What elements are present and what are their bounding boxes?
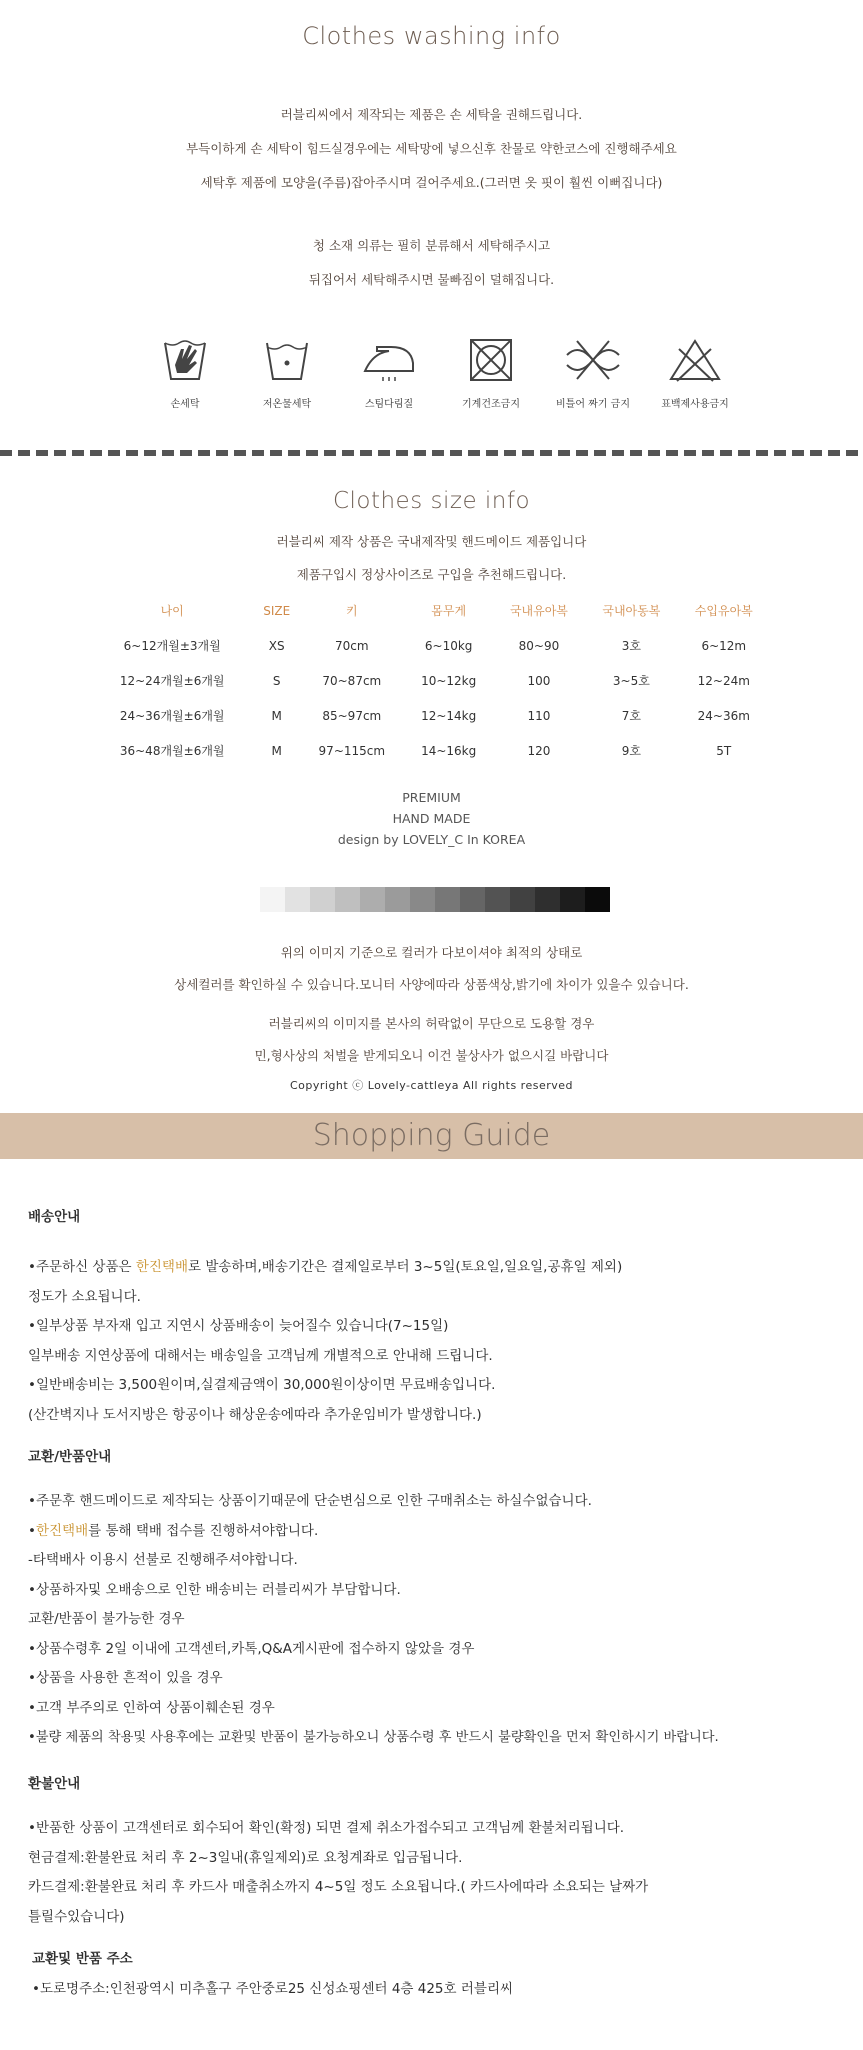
section-heading: 교환/반품안내	[28, 1449, 112, 1465]
care-item-steam-iron	[344, 335, 434, 410]
delivery-line: •일부상품 부자재 입고 지연시 상품배송이 늦어질수 있습니다(7~15일)	[28, 1318, 449, 1334]
header-cell: 국내유아복	[509, 604, 568, 618]
note-line: 러블리씨의 이미지를 본사의 허락없이 무단으로 도용할 경우	[268, 1016, 595, 1031]
washing-line: 부득이하게 손 세탁이 힘드실경우에는 세탁망에 넣으신후 찬물로 약한코스에 진행해주세요	[186, 141, 677, 156]
table-cell: 36~48개월±6개월	[119, 744, 225, 758]
note-line: 상세컬러를 확인하실 수 있습니다.모니터 사양에따라 상품색상,밝기에 차이가 있을수 있습니다.	[174, 977, 689, 992]
size-intro	[0, 525, 863, 591]
table-cell: 70~87cm	[322, 673, 382, 688]
washing-lines-1	[0, 98, 863, 200]
table-cell: 14~16kg	[421, 743, 477, 758]
table-row	[90, 698, 770, 733]
header-cell: SIZE	[263, 603, 291, 618]
exchange-line: •불량 제품의 착용및 사용후에는 교환및 반품이 불가능하오니 상품수령 후 반드시 불량확인을 먼저 확인하시기 바랍니다.	[28, 1730, 719, 1745]
size-title: Clothes size info	[332, 488, 531, 514]
gray-swatch	[310, 887, 335, 912]
exchange-line: •고객 부주의로 인하여 상품이훼손된 경우	[28, 1699, 275, 1716]
table-cell: 24~36m	[697, 708, 750, 723]
care-item-no-wring	[548, 335, 638, 410]
exchange-line: -타택배사 이용시 선불로 진행해주셔야합니다.	[28, 1552, 298, 1568]
shopping-guide-banner	[0, 1113, 863, 1159]
address-line: •도로명주소:인천광역시 미추홀구 주안중로25 신성쇼핑센터 4층 425호 러블리씨	[32, 1980, 514, 1997]
table-cell: 7호	[621, 709, 641, 723]
refund-line: 카드결제:환불완료 처리 후 카드사 매출취소까지 4~5일 정도 소요됩니다.( 카드사에따라 소요되는 날짜가	[28, 1879, 649, 1895]
care-item-hand-wash	[140, 335, 230, 410]
no-wring-icon	[563, 335, 623, 385]
gray-swatch	[485, 887, 510, 912]
size-table-header	[90, 593, 770, 628]
table-cell: 6~12개월±3개월	[123, 639, 221, 653]
gray-swatch	[535, 887, 560, 912]
refund-line: •반품한 상품이 고객센터로 회수되어 확인(확정) 되면 결제 취소가접수되고 고객님께 환불처리됩니다.	[28, 1820, 625, 1836]
delivery-line	[28, 1253, 848, 1283]
delivery-line: 정도가 소요됩니다.	[28, 1288, 141, 1305]
premium-line: HAND MADE	[392, 811, 471, 826]
table-cell: S	[272, 673, 281, 688]
premium-line: PREMIUM	[402, 790, 461, 805]
gray-swatch	[335, 887, 360, 912]
section-heading: 교환및 반품 주소	[32, 1951, 133, 1967]
hand-wash-icon	[159, 335, 211, 385]
note-line: 위의 이미지 기준으로 컬러가 다보이셔야 최적의 상태로	[280, 945, 583, 960]
delivery-section	[28, 1205, 848, 1430]
gray-swatch	[460, 887, 485, 912]
gray-swatch	[410, 887, 435, 912]
washing-lines-2	[0, 229, 863, 297]
care-item-no-tumble-dry	[446, 335, 536, 410]
washing-line: 청 소재 의류는 필히 분류해서 세탁해주시고	[312, 238, 551, 253]
table-cell: 80~90	[518, 638, 560, 653]
washing-title: Clothes washing info	[302, 22, 561, 50]
table-cell: 110	[527, 708, 551, 723]
table-cell: 12~24개월±6개월	[119, 674, 225, 688]
header-cell: 키	[346, 604, 358, 618]
courier-name: 한진택배	[35, 1522, 89, 1539]
refund-line: 현금결제:환불완료 처리 후 2~3일내(휴일제외)로 요청계좌로 입금됩니다.	[28, 1849, 463, 1866]
table-cell: M	[271, 708, 282, 723]
refund-line: 틀릴수있습니다)	[28, 1908, 125, 1925]
premium-line: design by LOVELY_C In KOREA	[337, 832, 526, 847]
washing-line: 세탁후 제품에 모양을(주름)잡아주시며 걸어주세요.(그러면 옷 핏이 훨씬 이뻐집니다)	[200, 175, 663, 190]
care-label: 손세탁	[170, 399, 200, 410]
table-cell: 100	[527, 673, 551, 688]
table-cell: 9호	[621, 744, 641, 758]
courier-name: 한진택배	[135, 1259, 189, 1275]
copyright: Copyright ⓒ Lovely-cattleya All rights reserved	[289, 1079, 574, 1092]
delivery-line: 일부배송 지연상품에 대해서는 배송일을 고객님께 개별적으로 안내해 드립니다.	[28, 1347, 493, 1364]
care-label: 표백제사용금지	[661, 399, 729, 410]
washing-line: 러블리씨에서 제작되는 제품은 손 세탁을 권해드립니다.	[280, 107, 583, 122]
grayscale-swatches	[260, 887, 610, 912]
gray-swatch	[435, 887, 460, 912]
table-cell: 85~97cm	[322, 708, 382, 723]
gray-swatch	[260, 887, 285, 912]
table-cell: 12~24m	[697, 673, 750, 688]
care-label: 스팀다림질	[364, 399, 414, 410]
size-table	[90, 593, 770, 768]
text: •	[28, 1522, 36, 1539]
header-cell: 국내아동복	[602, 604, 661, 618]
table-cell: 3호	[621, 639, 641, 653]
gray-swatch	[285, 887, 310, 912]
text: •주문하신 상품은	[28, 1259, 136, 1275]
care-label: 비틀어 짜기 금지	[556, 399, 630, 410]
care-item-cold-wash	[242, 335, 332, 410]
table-cell: 70cm	[335, 638, 369, 653]
shopping-guide-title: Shopping Guide	[312, 1118, 551, 1153]
table-cell: 6~10kg	[424, 638, 473, 653]
section-divider	[0, 450, 863, 456]
care-item-no-bleach	[650, 335, 740, 410]
header-cell: 수입유아복	[694, 604, 753, 618]
monitor-note	[0, 937, 863, 1001]
delivery-line: •일반배송비는 3,500원이며,실결제금액이 30,000원이상이면 무료배송입니다.	[28, 1377, 496, 1393]
gray-swatch	[585, 887, 610, 912]
exchange-line: 교환/반품이 불가능한 경우	[28, 1611, 185, 1627]
exchange-line: •상품하자및 오배송으로 인한 배송비는 러블리씨가 부담합니다.	[28, 1581, 401, 1598]
care-label: 저온물세탁	[262, 399, 312, 410]
washing-line: 뒤집어서 세탁해주시면 물빠짐이 덜해집니다.	[308, 272, 555, 287]
text: 를 통해 택배 접수를 진행하셔야합니다.	[88, 1522, 319, 1539]
table-cell: 10~12kg	[421, 673, 477, 688]
refund-section	[28, 1772, 848, 1932]
address-section	[32, 1945, 852, 2004]
table-cell: 3~5호	[612, 674, 650, 688]
size-intro-line: 러블리씨 제작 상품은 국내제작및 핸드메이드 제품입니다	[276, 534, 587, 549]
premium-credit	[0, 787, 863, 850]
section-heading: 환불안내	[28, 1776, 81, 1792]
no-bleach-icon	[667, 335, 723, 385]
table-cell: M	[271, 743, 282, 758]
table-row	[90, 628, 770, 663]
table-cell: 120	[527, 743, 551, 758]
exchange-line: •상품을 사용한 흔적이 있을 경우	[28, 1670, 223, 1686]
copy-note	[0, 1008, 863, 1072]
table-cell: XS	[268, 638, 285, 653]
section-heading: 배송안내	[28, 1209, 81, 1225]
table-cell: 5T	[716, 743, 732, 758]
cold-wash-icon	[261, 335, 313, 385]
table-row	[90, 663, 770, 698]
exchange-line: •상품수령후 2일 이내에 고객센터,카톡,Q&A게시판에 접수하지 않았을 경우	[28, 1640, 475, 1657]
gray-swatch	[510, 887, 535, 912]
no-tumble-dry-icon	[465, 335, 517, 385]
delivery-line: (산간벽지나 도서지방은 항공이나 해상운송에따라 추가운임비가 발생합니다.)	[28, 1406, 482, 1423]
care-icons	[140, 335, 740, 410]
table-cell: 97~115cm	[318, 743, 386, 758]
exchange-line: •주문후 핸드메이드로 제작되는 상품이기때문에 단순변심으로 인한 구매취소는 하실수없습니다.	[28, 1493, 592, 1509]
steam-iron-icon	[361, 335, 417, 385]
size-intro-line: 제품구입시 정상사이즈로 구입을 추천해드립니다.	[296, 567, 567, 582]
gray-swatch	[360, 887, 385, 912]
note-line: 민,형사상의 처벌을 받게되오니 이건 불상사가 없으시길 바랍니다	[254, 1048, 609, 1063]
text: 로 발송하며,배송기간은 결제일로부터 3~5일(토요일,일요일,공휴일 제외)	[188, 1259, 623, 1275]
table-cell: 6~12m	[701, 638, 747, 653]
table-cell: 24~36개월±6개월	[119, 709, 225, 723]
exchange-section	[28, 1445, 848, 1753]
gray-swatch	[560, 887, 585, 912]
exchange-line	[28, 1517, 848, 1547]
table-row	[90, 733, 770, 768]
table-cell: 12~14kg	[421, 708, 477, 723]
header-cell: 몸무게	[431, 604, 467, 618]
gray-swatch	[385, 887, 410, 912]
care-label: 기계건조금지	[462, 399, 520, 410]
header-cell: 나이	[160, 604, 184, 618]
